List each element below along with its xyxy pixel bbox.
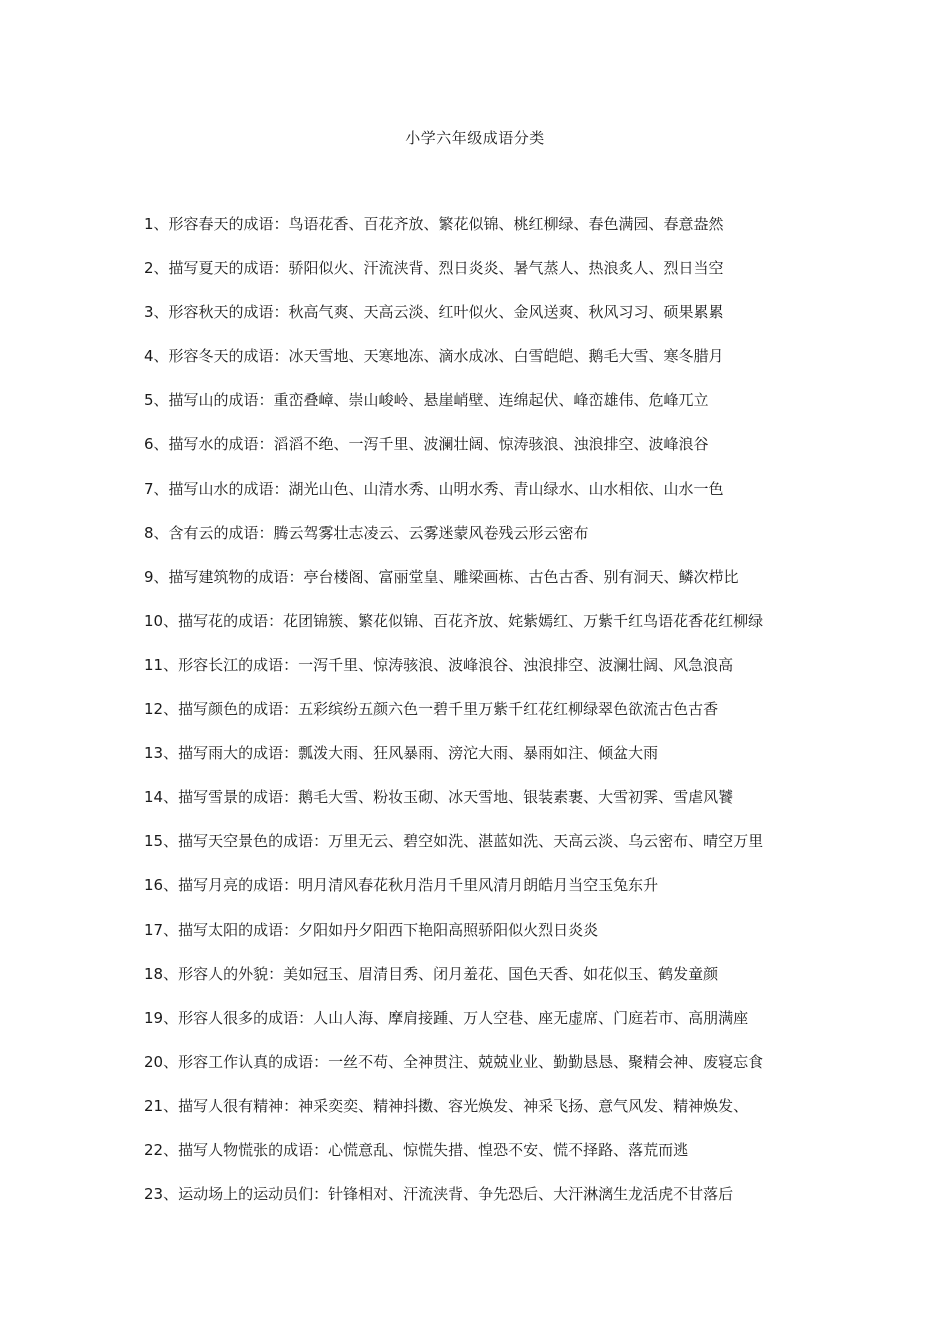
list-item: 12、描写颜色的成语：五彩缤纷五颜六色一碧千里万紫千红花红柳绿翠色欲流古色古香 — [144, 700, 719, 719]
idiom-category-list — [144, 213, 824, 1227]
list-item: 18、形容人的外貌：美如冠玉、眉清目秀、闭月羞花、国色天香、如花似玉、鹤发童颜 — [144, 964, 719, 983]
list-item: 10、描写花的成语：花团锦簇、繁花似锦、百花齐放、姹紫嫣红、万紫千红鸟语花香花红柳绿 — [144, 611, 764, 630]
list-item: 23、运动场上的运动员们：针锋相对、汗流浃背、争先恐后、大汗淋漓生龙活虎不甘落后 — [144, 1185, 734, 1204]
list-item: 16、描写月亮的成语：明月清风春花秋月浩月千里风清月朗皓月当空玉兔东升 — [144, 876, 659, 895]
list-item: 2、描写夏天的成语：骄阳似火、汗流浃背、烈日炎炎、暑气蒸人、热浪炙人、烈日当空 — [144, 259, 724, 278]
list-item: 17、描写太阳的成语：夕阳如丹夕阳西下艳阳高照骄阳似火烈日炎炎 — [144, 920, 599, 939]
list-item: 9、描写建筑物的成语：亭台楼阁、富丽堂皇、雕梁画栋、古色古香、别有洞天、鳞次栉比 — [144, 567, 739, 586]
list-item: 8、含有云的成语：腾云驾雾壮志凌云、云雾迷蒙风卷残云形云密布 — [144, 523, 589, 542]
list-item: 19、形容人很多的成语：人山人海、摩肩接踵、万人空巷、座无虚席、门庭若市、高朋满座 — [144, 1008, 749, 1027]
list-item: 21、描写人很有精神：神采奕奕、精神抖擞、容光焕发、神采飞扬、意气风发、精神焕发、 — [144, 1096, 749, 1115]
list-item: 4、形容冬天的成语：冰天雪地、天寒地冻、滴水成冰、白雪皑皑、鹅毛大雪、寒冬腊月 — [144, 347, 724, 366]
list-item: 7、描写山水的成语：湖光山色、山清水秀、山明水秀、青山绿水、山水相依、山水一色 — [144, 479, 724, 498]
list-item: 22、描写人物慌张的成语：心慌意乱、惊慌失措、惶恐不安、慌不择路、落荒而逃 — [144, 1140, 689, 1159]
list-item: 3、形容秋天的成语：秋高气爽、天高云淡、红叶似火、金风送爽、秋风习习、硕果累累 — [144, 303, 724, 322]
list-item: 14、描写雪景的成语：鹅毛大雪、粉妆玉砌、冰天雪地、银装素裹、大雪初霁、雪虐风饕 — [144, 788, 734, 807]
list-item: 15、描写天空景色的成语：万里无云、碧空如洗、湛蓝如洗、天高云淡、乌云密布、晴空万里 — [144, 832, 764, 851]
list-item: 1、形容春天的成语：鸟语花香、百花齐放、繁花似锦、桃红柳绿、春色满园、春意盎然 — [144, 215, 724, 233]
list-item: 11、形容长江的成语：一泻千里、惊涛骇浪、波峰浪谷、浊浪排空、波澜壮阔、风急浪高 — [144, 655, 734, 674]
document-title: 小学六年级成语分类 — [405, 129, 545, 147]
list-item: 6、描写水的成语：滔滔不绝、一泻千里、波澜壮阔、惊涛骇浪、浊浪排空、波峰浪谷 — [144, 435, 709, 454]
list-item: 5、描写山的成语：重峦叠嶂、崇山峻岭、悬崖峭壁、连绵起伏、峰峦雄伟、危峰兀立 — [144, 391, 709, 410]
list-item: 13、描写雨大的成语：瓢泼大雨、狂风暴雨、滂沱大雨、暴雨如注、倾盆大雨 — [144, 744, 659, 763]
list-item: 20、形容工作认真的成语：一丝不苟、全神贯注、兢兢业业、勤勤恳恳、聚精会神、废寝忘食 — [144, 1052, 764, 1071]
